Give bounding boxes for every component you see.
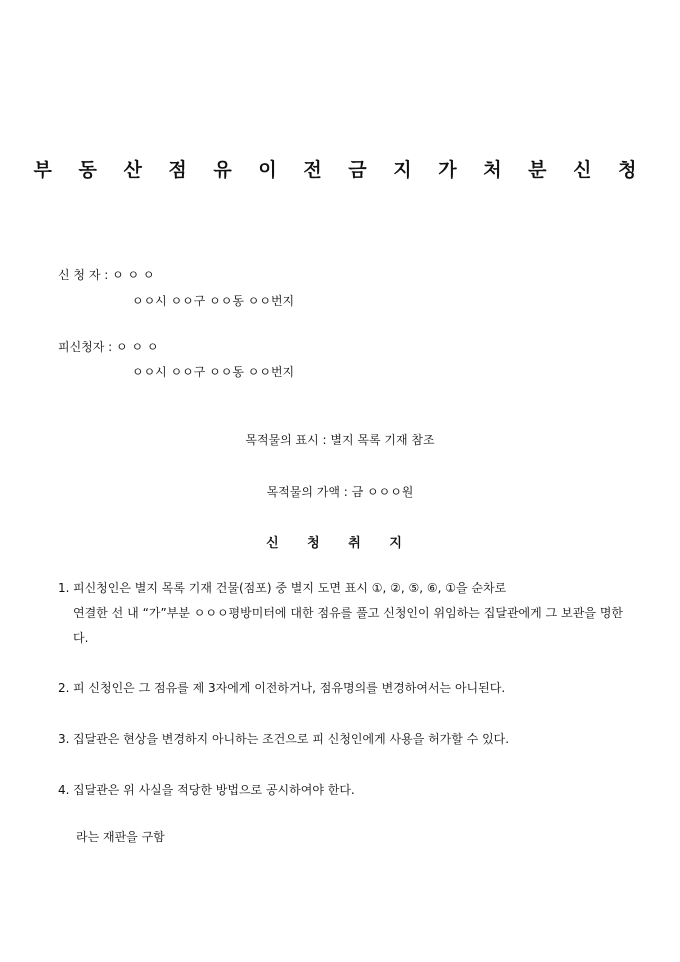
- document-title: 부 동 산 점 유 이 전 금 지 가 처 분 신 청: [33, 159, 647, 181]
- item-number: 2.: [58, 681, 70, 695]
- item-number: 4.: [58, 783, 70, 797]
- item-text: 피신청인은 별지 목록 기재 건물(점포) 중 별지 도면 표시 ①, ②, ⑤, ⑥, ①을 순차로: [73, 581, 507, 595]
- respondent-name: ㅇ ㅇ ㅇ: [116, 340, 159, 354]
- item-text: 집달관은 위 사실을 적당한 방법으로 공시하여야 한다.: [73, 783, 355, 797]
- purpose-item-3: [58, 727, 623, 752]
- object-value: 목적물의 가액 : 금 ㅇㅇㅇ원: [266, 485, 414, 499]
- respondent-label: 피신청자 :: [58, 340, 117, 354]
- applicant-line: [58, 266, 154, 283]
- item-text: 피 신청인은 그 점유를 제 3자에게 이전하거나, 점유명의를 변경하여서는 아니된다.: [73, 681, 506, 695]
- purpose-item-1: [58, 576, 623, 651]
- item-number: 1.: [58, 581, 70, 595]
- applicant-address: ㅇㅇ시 ㅇㅇ구 ㅇㅇ동 ㅇㅇ번지: [132, 294, 295, 308]
- applicant-label: 신 청 자 :: [58, 268, 113, 282]
- object-description: 목적물의 표시 : 별지 목록 기재 참조: [245, 433, 435, 447]
- item-text: 집달관은 현상을 변경하지 아니하는 조건으로 피 신청인에게 사용을 허가할 수 있다.: [73, 732, 510, 746]
- respondent-line: [58, 338, 158, 355]
- purpose-heading: 신 청 취 지: [266, 536, 414, 551]
- purpose-item-2: [58, 676, 623, 701]
- purpose-item-4: [58, 778, 623, 803]
- closing-text: 라는 재판을 구함: [76, 830, 165, 844]
- item-number: 3.: [58, 732, 70, 746]
- applicant-name: ㅇ ㅇ ㅇ: [112, 268, 155, 282]
- item-text-continued: 연결한 선 내 “가”부분 ㅇㅇㅇ평방미터에 대한 점유를 풀고 신청인이 위임하는 집달관에게 그 보관을 명한다.: [73, 606, 623, 645]
- respondent-address: ㅇㅇ시 ㅇㅇ구 ㅇㅇ동 ㅇㅇ번지: [132, 365, 295, 379]
